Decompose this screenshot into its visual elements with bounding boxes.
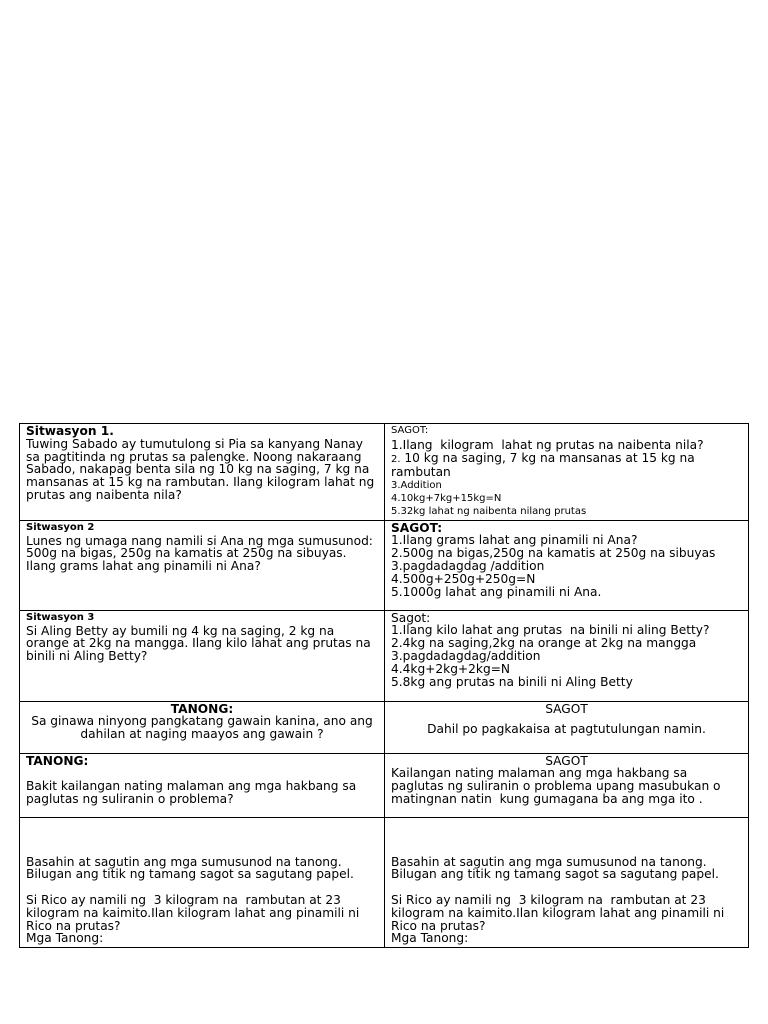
answer-step-1: 1.Ilang kilogram lahat ng prutas na naibenta nila? [391, 438, 704, 452]
answer-heading: Sagot: [391, 610, 431, 625]
answer-5-cell [385, 753, 749, 817]
answer-heading: SAGOT [545, 753, 588, 768]
situation-heading: Sitwasyon 3 [26, 611, 95, 623]
situation-heading: Sitwasyon 1. [26, 424, 114, 438]
exercise-instructions: Basahin at sagutin ang mga sumusunod na tanong. Bilugan ang titik ng tamang sagot sa sagutang papel. [391, 854, 719, 882]
answer-step-5: 5.8kg ang prutas na binili ni Aling Betty [391, 674, 633, 689]
answer-text: Dahil po pagkakaisa at pagtutulungan namin. [427, 722, 706, 737]
answer-heading: SAGOT: [391, 520, 443, 535]
exercise-problem: Si Rico ay namili ng 3 kilogram na rambutan at 23 kilogram na kaimito.Ilan kilogram lahat ang pinamili ni Rico na prutas? [391, 892, 729, 933]
table-row [20, 520, 749, 610]
situation-1-cell [20, 424, 385, 521]
question-heading: TANONG: [170, 701, 234, 716]
exercise-instructions: Basahin at sagutin ang mga sumusunod na tanong. Bilugan ang titik ng tamang sagot sa sagutang papel. [26, 854, 354, 882]
situation-text: Lunes ng umaga nang namili si Ana ng mga sumusunod: 500g na bigas, 250g na kamatis at 250g na sibuyas. Ilang grams lahat ang pinamili ni Ana? [26, 533, 377, 574]
situation-3-cell [20, 610, 385, 701]
answer-text: Kailangan nating malaman ang mga hakbang sa paglutas ng suliranin o problema upang masubukan o matingnan natin kung gumagana ba ang mga ito . [391, 766, 725, 806]
table-row [20, 701, 749, 753]
question-text: Sa ginawa ninyong pangkatang gawain kanina, ano ang dahilan at naging maayos ang gawain ? [31, 714, 377, 742]
situation-text: Tuwing Sabado ay tumutulong si Pia sa kanyang Nanay sa pagtitinda ng prutas sa palengke. Noong nakaraang Sabado, nakapag benta sila ng 10 kg na saging, 7 kg na mansanas at 15 kg na rambutan. Ilang kilogram lahat ng prutas ang naibenta nila? [26, 436, 379, 502]
answer-step-3: 3.pagdadagdag /addition [391, 558, 545, 573]
answer-step-1: 1.Ilang kilo lahat ang prutas na binili ni aling Betty? [391, 623, 710, 638]
answer-1-cell [385, 424, 749, 521]
answer-step-1: 1.Ilang grams lahat ang pinamili ni Ana? [391, 533, 638, 548]
answer-step-3: 3.Addition [391, 479, 442, 491]
answer-3-cell [385, 610, 749, 701]
situation-text: Si Aling Betty ay bumili ng 4 kg na saging, 2 kg na orange at 2kg na mangga. Ilang kilo lahat ang prutas na binili ni Aling Betty? [26, 623, 375, 664]
exercise-questions-label: Mga Tanong: [391, 931, 469, 946]
question-1-cell [20, 701, 385, 753]
question-heading: TANONG: [26, 753, 89, 768]
answer-2-cell [385, 520, 749, 610]
table-row [20, 817, 749, 948]
exercise-problem: Si Rico ay namili ng 3 kilogram na rambutan at 23 kilogram na kaimito.Ilan kilogram lahat ang pinamili ni Rico na prutas? [26, 892, 364, 933]
exercise-right-cell [385, 817, 749, 948]
answer-step-4: 4.10kg+7kg+15kg=N [391, 492, 502, 504]
situation-heading: Sitwasyon 2 [26, 521, 95, 533]
worksheet-table [19, 423, 749, 948]
exercise-left-cell [20, 817, 385, 948]
table-row [20, 610, 749, 701]
question-text: Bakit kailangan nating malaman ang mga hakbang sa paglutas ng suliranin o problema? [26, 779, 361, 806]
situation-2-cell [20, 520, 385, 610]
answer-step-5: 5.1000g lahat ang pinamili ni Ana. [391, 584, 602, 599]
answer-heading: SAGOT: [391, 425, 429, 436]
answer-step-2 [391, 452, 742, 479]
answer-step-2: 2.500g na bigas,250g na kamatis at 250g na sibuyas [391, 546, 716, 561]
table-row [20, 424, 749, 521]
answer-step-2: 2.4kg na saging,2kg na orange at 2kg na mangga [391, 636, 697, 651]
answer-step-4: 4.500g+250g+250g=N [391, 571, 536, 586]
question-2-cell [20, 753, 385, 817]
exercise-questions-label: Mga Tanong: [26, 931, 104, 946]
answer-step-2-number: 2. [391, 453, 401, 465]
answer-step-4: 4.4kg+2kg+2kg=N [391, 661, 511, 676]
answer-heading: SAGOT [545, 701, 588, 716]
answer-step-3: 3.pagdadagdag/addition [391, 648, 541, 663]
answer-step-5: 5.32kg lahat ng naibenta nilang prutas [391, 505, 587, 517]
answer-step-2-text: 10 kg na saging, 7 kg na mansanas at 15 kg na rambutan [391, 450, 699, 479]
answer-4-cell [385, 701, 749, 753]
table-row [20, 753, 749, 817]
